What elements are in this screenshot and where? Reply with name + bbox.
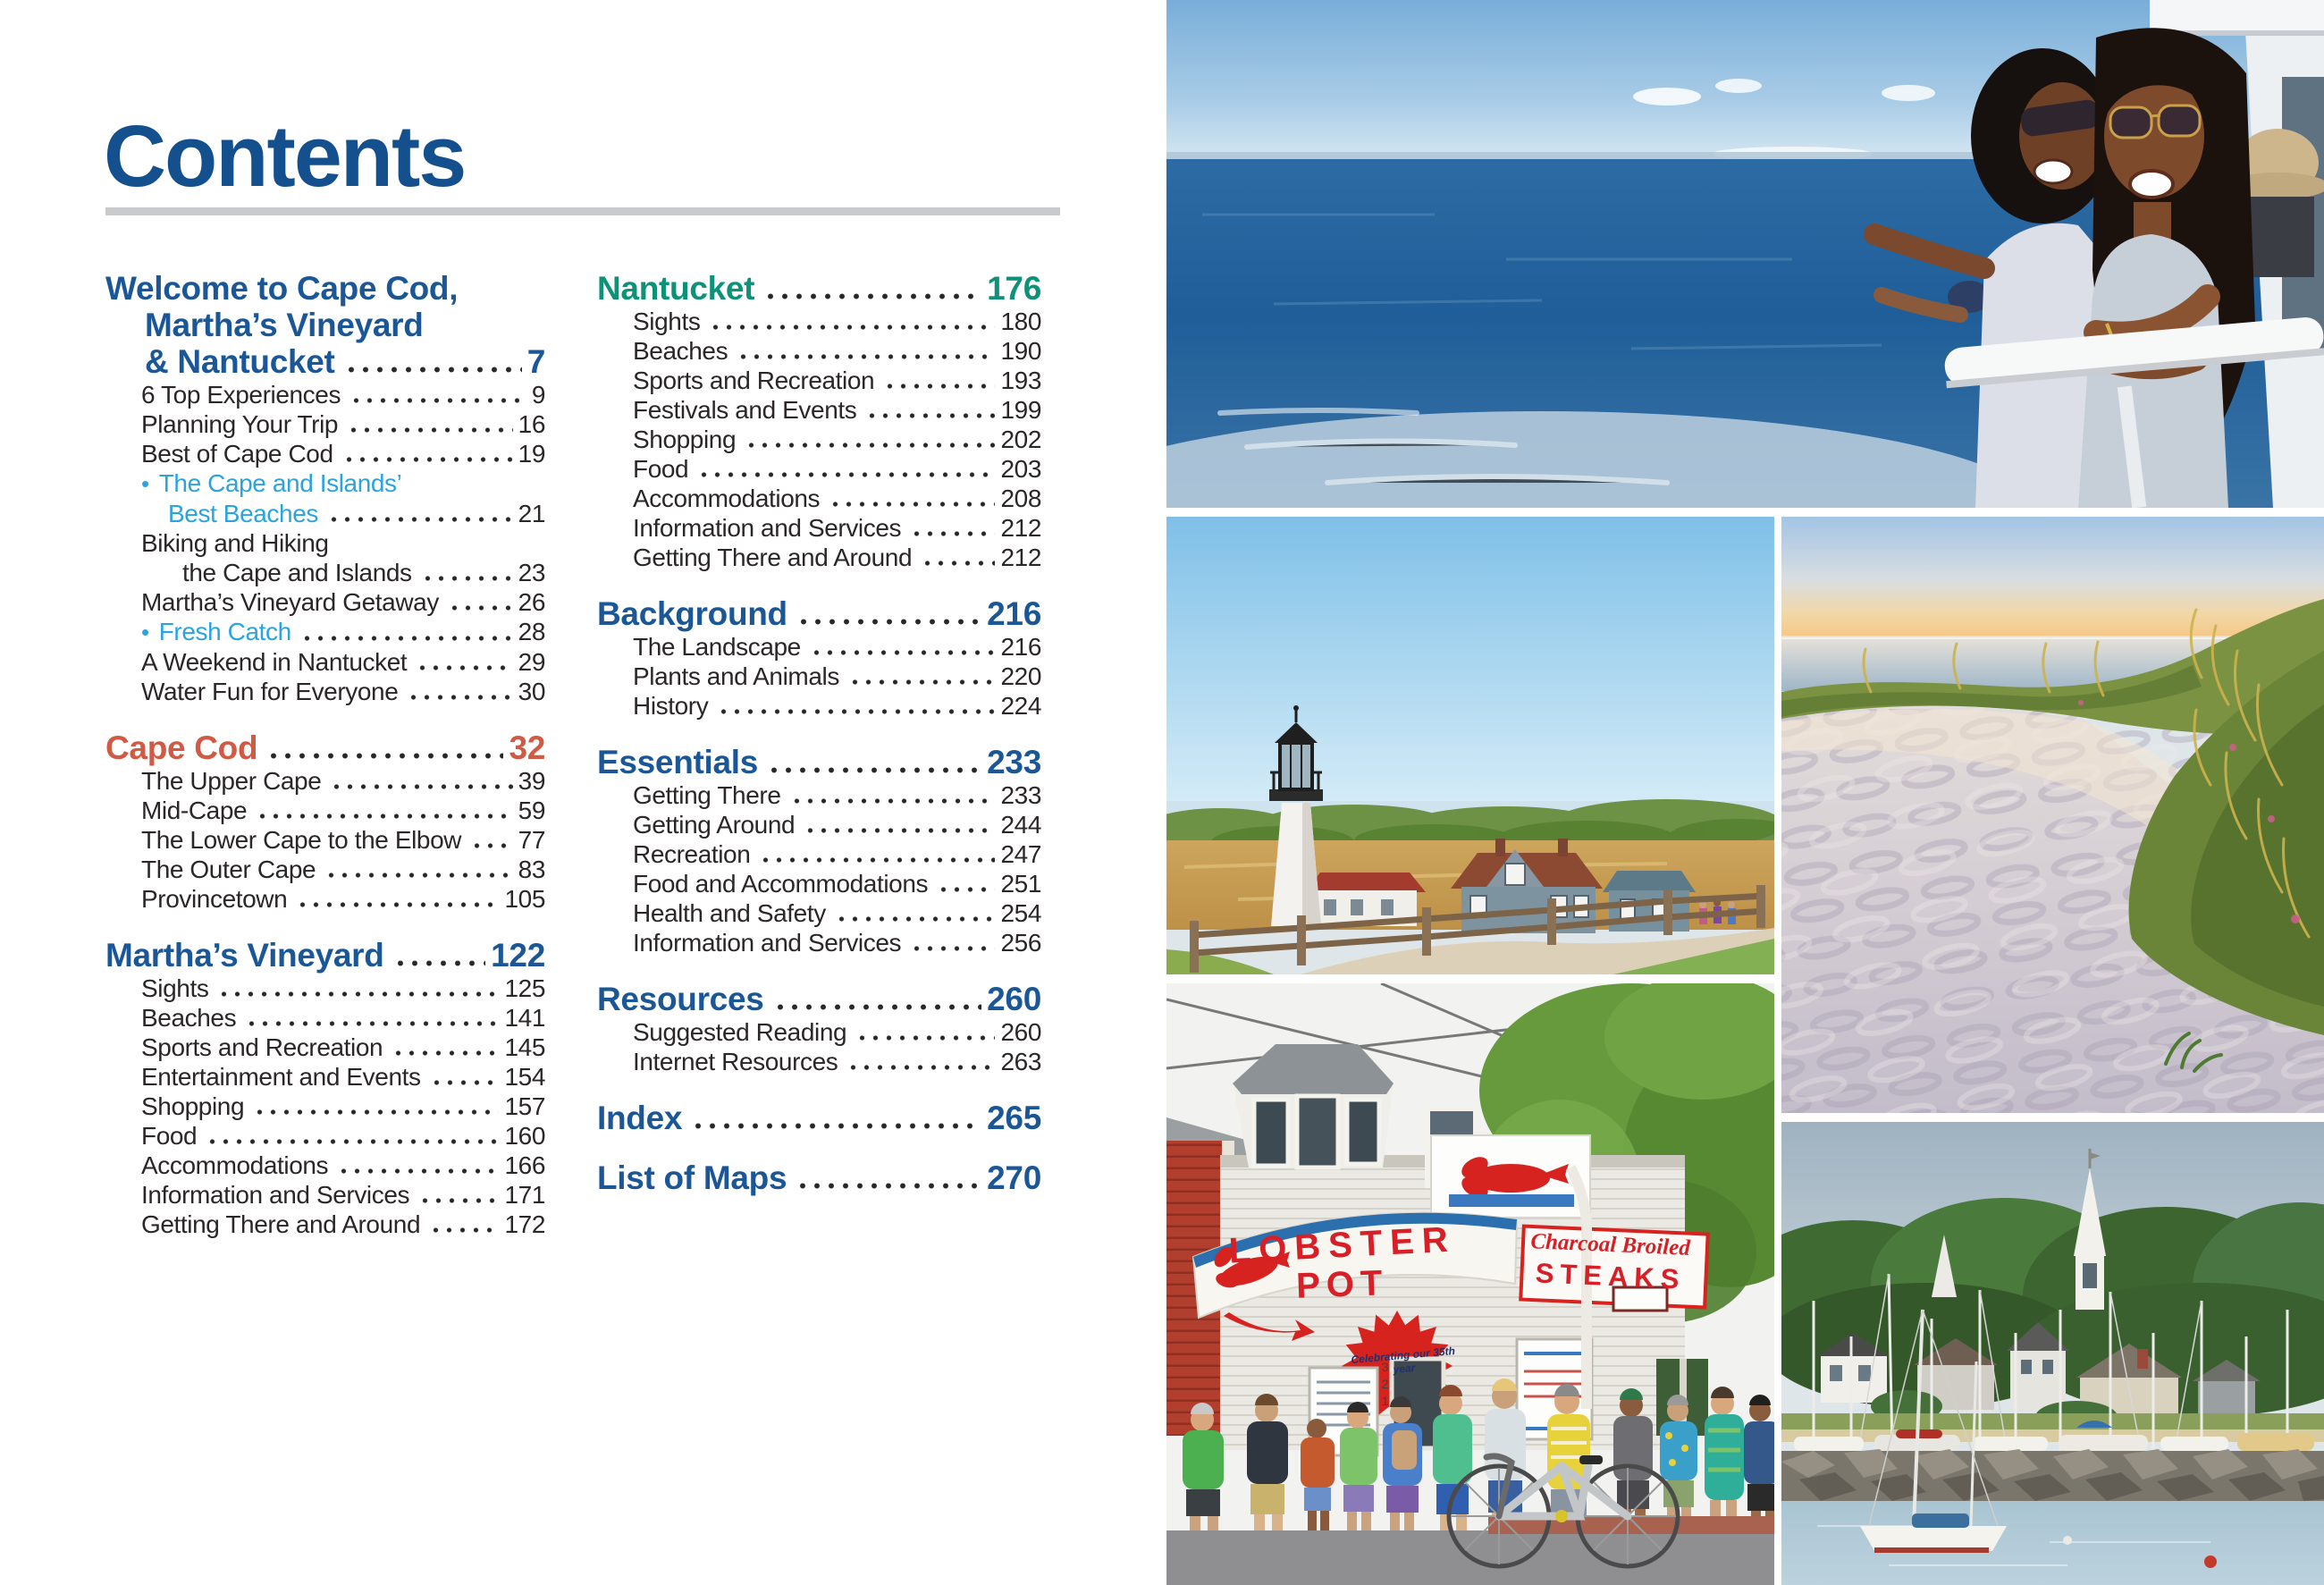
toc-entry-label: Beaches [141, 1004, 237, 1032]
leader-dots [910, 531, 995, 536]
toc-entry-label: The Cape and Islands’ [158, 469, 402, 497]
toc-heading-page: 176 [987, 270, 1041, 307]
toc-entry-label: Health and Safety [633, 899, 826, 927]
toc-entry-row [597, 691, 1041, 721]
toc-entry-row [105, 1092, 545, 1121]
toc-entry-page: 160 [504, 1122, 545, 1150]
toc-entry-label: A Weekend in Nantucket [141, 648, 408, 676]
dune-photo-illustration [1781, 517, 2324, 1113]
toc-entry-row [597, 632, 1041, 662]
title-underline-rule [105, 207, 1060, 215]
leader-dots [418, 1198, 499, 1203]
toc-entry-row [105, 647, 545, 677]
toc-entry-page: 59 [518, 797, 545, 824]
toc-entry-page: 166 [504, 1151, 545, 1179]
harbor-photo-illustration [1781, 1122, 2324, 1585]
toc-entry-page: 212 [1000, 544, 1041, 571]
toc-entry-row [597, 425, 1041, 454]
toc-entry-label: Best of Cape Cod [141, 440, 333, 468]
leader-dots [344, 367, 522, 373]
toc-entry-label: Getting There and Around [633, 544, 913, 571]
toc-entry-page: 29 [518, 648, 545, 676]
toc-entry-row [105, 825, 545, 855]
toc-entry-page: 125 [504, 974, 545, 1002]
toc-entry-row [105, 439, 545, 468]
leader-dots [767, 767, 981, 773]
toc-entry-label: Shopping [633, 426, 737, 453]
toc-column-right [597, 270, 1041, 1196]
toc-entry-label: Fresh Catch [158, 618, 291, 645]
leader-dots [796, 619, 981, 625]
leader-dots [835, 916, 996, 922]
toc-heading-row [597, 270, 1041, 307]
toc-entry-page: 212 [1000, 514, 1041, 542]
toc-entry-page: 208 [1000, 485, 1041, 512]
toc-entry-row [597, 366, 1041, 395]
leader-dots [253, 1109, 499, 1115]
leader-dots [421, 576, 513, 581]
toc-section [597, 1100, 1041, 1136]
leader-dots [330, 784, 512, 789]
toc-entry-page: 141 [504, 1004, 545, 1032]
toc-section [105, 937, 545, 1239]
toc-entry-page: 254 [1000, 899, 1041, 927]
toc-entry-row [597, 484, 1041, 513]
toc-heading-label: Martha’s Vineyard [105, 937, 384, 974]
toc-entry-page: 145 [504, 1033, 545, 1061]
toc-entry-page: 203 [1000, 455, 1041, 483]
leader-dots [300, 636, 513, 641]
toc-entry-page: 224 [1000, 692, 1041, 720]
toc-column-left [105, 270, 545, 1239]
toc-entry-row [105, 884, 545, 914]
toc-entry-label: Entertainment and Events [141, 1063, 421, 1091]
photo-sand-dune-sunset [1781, 517, 2324, 1113]
toc-entry-page: 21 [518, 500, 545, 527]
leader-dots [848, 679, 996, 685]
leader-dots [745, 443, 995, 448]
toc-entry-row [105, 468, 545, 499]
toc-entry-page: 154 [504, 1063, 545, 1091]
toc-entry-label: History [633, 692, 709, 720]
toc-entry-row [597, 780, 1041, 810]
toc-entry-row [105, 1121, 545, 1151]
leader-dots [349, 398, 526, 403]
toc-heading-row [597, 1100, 1041, 1136]
toc-entry-page: 30 [518, 678, 545, 705]
toc-heading-page: 233 [987, 744, 1041, 780]
toc-entry-label: Water Fun for Everyone [141, 678, 399, 705]
toc-entry-row [597, 1047, 1041, 1076]
toc-entry-label: Sights [141, 974, 209, 1002]
leader-dots [937, 887, 995, 892]
leader-dots [709, 325, 995, 330]
toc-entry-row [105, 380, 545, 409]
leader-dots [430, 1080, 500, 1085]
toc-entry-label: Sports and Recreation [633, 367, 875, 394]
leader-dots [342, 457, 513, 462]
lobster-pot-sign-text: POT [1295, 1263, 1390, 1306]
toc-entry-label: Food [633, 455, 689, 483]
toc-entry-row [597, 839, 1041, 869]
toc-entry-page: 39 [518, 767, 545, 795]
toc-entry-label: Biking and Hiking [141, 529, 329, 557]
toc-entry-page: 251 [1000, 870, 1041, 898]
toc-heading-row [105, 307, 545, 343]
leader-dots [347, 427, 513, 433]
toc-entry-label: The Lower Cape to the Elbow [141, 826, 462, 854]
toc-entry-row [597, 336, 1041, 366]
toc-entry-page: 77 [518, 826, 545, 854]
leader-dots [855, 1035, 995, 1041]
leader-dots [470, 843, 513, 848]
leader-dots [429, 1227, 499, 1233]
leader-dots [266, 753, 503, 759]
leader-dots [296, 902, 499, 907]
toc-heading-row [105, 937, 545, 974]
toc-entry-row [105, 1180, 545, 1210]
toc-entry-label: Getting There [633, 781, 781, 809]
toc-heading-row [105, 729, 545, 766]
leader-dots [245, 1021, 499, 1026]
photo-lobster-pot-street [1166, 983, 1774, 1585]
toc-section [105, 270, 545, 706]
toc-heading-row [597, 981, 1041, 1017]
leader-dots [883, 384, 995, 389]
toc-entry-page: 202 [1000, 426, 1041, 453]
toc-heading-row [105, 270, 545, 307]
leader-dots [337, 1168, 499, 1174]
toc-entry-row [597, 543, 1041, 572]
toc-entry-label: Recreation [633, 840, 751, 868]
toc-entry-page: 19 [518, 440, 545, 468]
toc-entry-label: Sights [633, 308, 701, 335]
toc-entry-page: 23 [518, 559, 545, 586]
street-address-text: 321 [1377, 1359, 1393, 1411]
toc-entry-page: 216 [1000, 633, 1041, 661]
toc-entry-row [105, 1151, 545, 1180]
toc-entry-page: 83 [518, 856, 545, 883]
photo-harbor-sailboats [1781, 1122, 2324, 1585]
leader-dots [773, 1004, 982, 1010]
toc-entry-row [105, 855, 545, 884]
toc-entry-label: The Outer Cape [141, 856, 316, 883]
toc-entry-label: Accommodations [141, 1151, 329, 1179]
leader-dots [324, 873, 512, 878]
anniversary-starburst-text: Celebrating our 35th year [1350, 1345, 1456, 1377]
toc-heading-page: 122 [491, 937, 545, 974]
toc-heading-row [597, 595, 1041, 632]
toc-entry-label: Suggested Reading [633, 1018, 847, 1046]
toc-entry-page: 9 [531, 381, 545, 409]
toc-entry-page: 180 [1000, 308, 1041, 335]
toc-entry-page: 199 [1000, 396, 1041, 424]
leader-dots [796, 1183, 981, 1189]
lobster-pot-sign-text: LOBSTER [1228, 1218, 1458, 1271]
toc-entry-page: 28 [518, 618, 545, 645]
toc-entry-label: Getting Around [633, 811, 796, 839]
toc-section [597, 1159, 1041, 1196]
toc-heading-label: Nantucket [597, 270, 755, 307]
leader-dots [865, 413, 995, 418]
toc-entry-row [105, 587, 545, 617]
lighthouse-photo-illustration [1166, 517, 1774, 974]
toc-entry-row [597, 307, 1041, 336]
toc-entry-page: 263 [1000, 1048, 1041, 1075]
toc-entry-label: Accommodations [633, 485, 821, 512]
leader-dots [763, 293, 981, 299]
toc-entry-label: Food [141, 1122, 198, 1150]
toc-heading-page: 260 [987, 981, 1041, 1017]
toc-entry-row [597, 1017, 1041, 1047]
toc-section [597, 981, 1041, 1076]
toc-entry-row [105, 766, 545, 796]
toc-heading-label: Index [597, 1100, 683, 1136]
toc-heading-row [597, 1159, 1041, 1196]
leader-dots [810, 650, 996, 655]
toc-entry-row [597, 513, 1041, 543]
leader-dots [327, 517, 513, 522]
leader-dots [392, 1050, 499, 1056]
bullet-glyph: • [141, 619, 149, 645]
toc-entry-row [105, 1210, 545, 1239]
toc-entry-row [105, 677, 545, 706]
toc-section [597, 270, 1041, 572]
leader-dots [829, 502, 995, 507]
toc-entry-page: 157 [504, 1092, 545, 1120]
toc-section [105, 729, 545, 914]
charcoal-broiled-sign-text: Charcoal Broiled [1529, 1229, 1691, 1261]
leader-dots [790, 798, 996, 804]
page-title: Contents [104, 107, 466, 205]
toc-heading-label: Resources [597, 981, 764, 1017]
toc-entry-row [105, 796, 545, 825]
leader-dots [256, 814, 512, 819]
toc-heading-page: 265 [987, 1100, 1041, 1136]
toc-entry-page: 171 [504, 1181, 545, 1209]
toc-entry-row [105, 617, 545, 647]
leader-dots [393, 960, 486, 966]
leader-dots [407, 695, 512, 700]
toc-entry-label: Getting There and Around [141, 1210, 421, 1238]
toc-heading-label: List of Maps [597, 1159, 787, 1196]
toc-entry-row [597, 454, 1041, 484]
toc-heading-label: Cape Cod [105, 729, 258, 766]
toc-entry-label: Best Beaches [168, 500, 318, 527]
leader-dots [737, 354, 995, 359]
toc-entry-page: 220 [1000, 662, 1041, 690]
toc-entry-label: Internet Resources [633, 1048, 838, 1075]
toc-entry-row [105, 1033, 545, 1062]
leader-dots [717, 709, 995, 714]
steaks-sign-text: STEAKS [1534, 1256, 1686, 1295]
toc-entry-label: Information and Services [633, 514, 902, 542]
toc-entry-row [597, 898, 1041, 928]
toc-entry-page: 193 [1000, 367, 1041, 394]
toc-entry-page: 16 [518, 410, 545, 438]
toc-entry-row [105, 1062, 545, 1092]
leader-dots [910, 946, 995, 951]
toc-heading-label: Essentials [597, 744, 759, 780]
toc-entry-row [105, 558, 545, 587]
toc-heading-label: Background [597, 595, 787, 632]
toc-entry-label: 6 Top Experiences [141, 381, 341, 409]
toc-entry-page: 172 [504, 1210, 545, 1238]
photo-highland-lighthouse [1166, 517, 1774, 974]
toc-heading-label: & Nantucket [145, 343, 335, 380]
leader-dots [206, 1139, 499, 1144]
toc-entry-row [597, 928, 1041, 957]
leader-dots [448, 605, 513, 611]
toc-entry-label: Mid-Cape [141, 797, 248, 824]
toc-entry-page: 26 [518, 588, 545, 616]
toc-entry-label: Provincetown [141, 885, 288, 913]
toc-heading-page: 32 [509, 729, 545, 766]
toc-entry-row [105, 1003, 545, 1033]
toc-heading-page: 270 [987, 1159, 1041, 1196]
toc-entry-row [105, 409, 545, 439]
toc-entry-page: 190 [1000, 337, 1041, 365]
leader-dots [846, 1065, 995, 1070]
toc-entry-label: The Landscape [633, 633, 801, 661]
bullet-glyph: • [141, 470, 149, 497]
toc-entry-label: Festivals and Events [633, 396, 857, 424]
toc-heading-page: 7 [526, 343, 545, 380]
toc-heading-page: 216 [987, 595, 1041, 632]
toc-entry-label: Food and Accommodations [633, 870, 929, 898]
leader-dots [697, 472, 995, 477]
toc-entry-label: Martha’s Vineyard Getaway [141, 588, 439, 616]
toc-heading-label: Welcome to Cape Cod, [105, 270, 459, 307]
toc-section [597, 744, 1041, 957]
toc-entry-page: 233 [1000, 781, 1041, 809]
toc-entry-label: Planning Your Trip [141, 410, 339, 438]
leader-dots [759, 857, 995, 863]
leader-dots [691, 1123, 981, 1129]
toc-entry-label: The Upper Cape [141, 767, 322, 795]
toc-entry-row [105, 974, 545, 1003]
toc-entry-row [597, 810, 1041, 839]
toc-entry-label: the Cape and Islands [182, 559, 412, 586]
leader-dots [217, 991, 499, 997]
ferry-photo-illustration [1166, 0, 2324, 508]
toc-entry-row [105, 499, 545, 528]
leader-dots [804, 828, 995, 833]
toc-entry-label: Shopping [141, 1092, 245, 1120]
toc-entry-label: Information and Services [633, 929, 902, 957]
toc-entry-label: Plants and Animals [633, 662, 839, 690]
leader-dots [416, 665, 512, 670]
toc-heading-row [105, 343, 545, 380]
toc-entry-label: Beaches [633, 337, 728, 365]
toc-entry-row [597, 395, 1041, 425]
toc-entry-page: 260 [1000, 1018, 1041, 1046]
toc-entry-label: Sports and Recreation [141, 1033, 383, 1061]
toc-entry-row [105, 528, 545, 558]
toc-entry-row [597, 662, 1041, 691]
toc-entry-page: 105 [504, 885, 545, 913]
toc-entry-row [597, 869, 1041, 898]
toc-heading-row [597, 744, 1041, 780]
toc-entry-page: 244 [1000, 811, 1041, 839]
toc-entry-page: 256 [1000, 929, 1041, 957]
toc-heading-label: Martha’s Vineyard [145, 307, 424, 343]
toc-section [597, 595, 1041, 721]
toc-entry-page: 247 [1000, 840, 1041, 868]
toc-entry-label: Information and Services [141, 1181, 410, 1209]
photo-ferry-passengers [1166, 0, 2324, 508]
leader-dots [921, 561, 995, 566]
